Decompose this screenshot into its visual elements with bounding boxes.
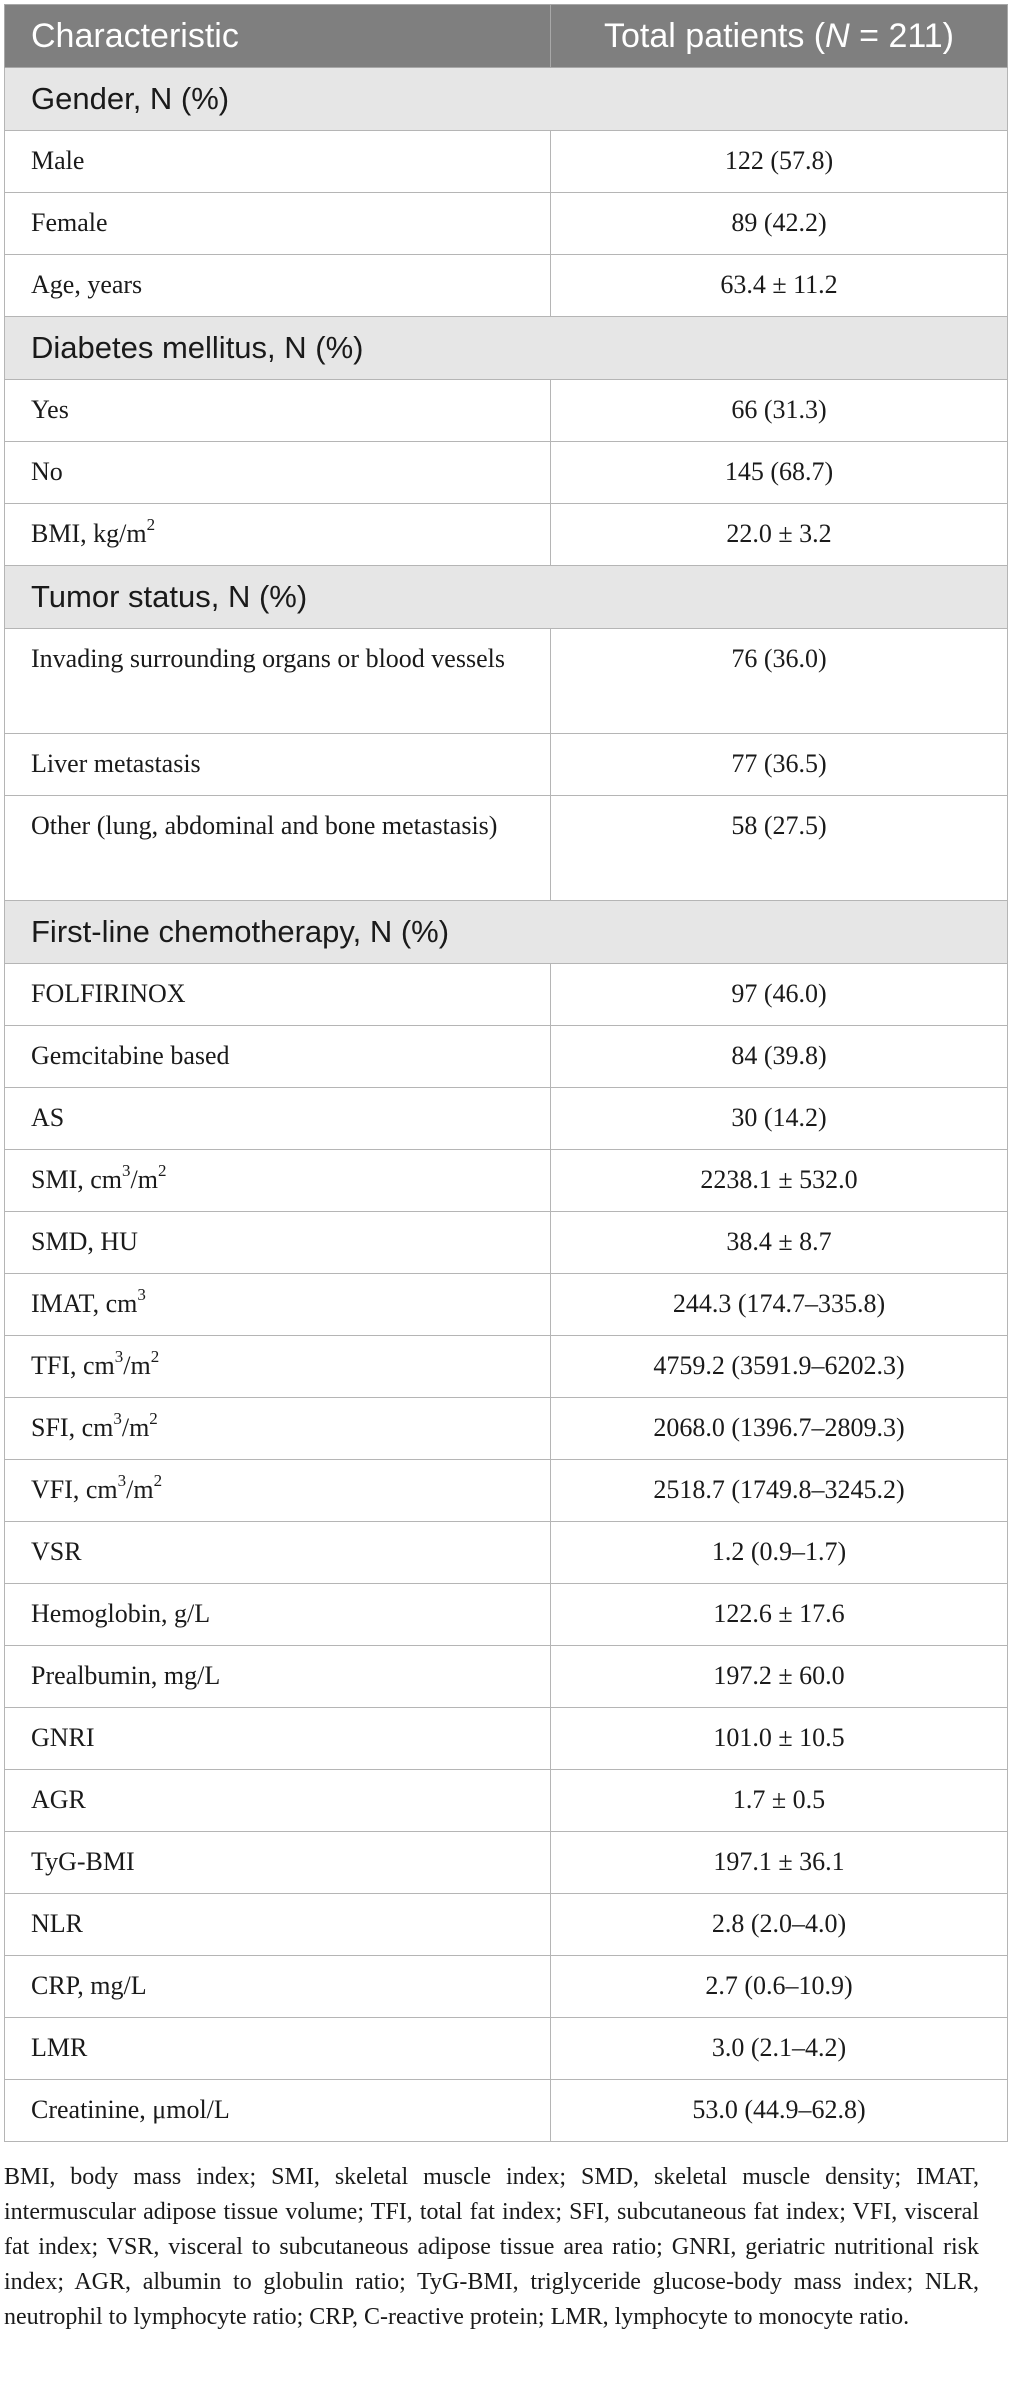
- row-label-superscript: 3: [137, 1285, 146, 1305]
- table-row: [5, 629, 1008, 734]
- header-total-prefix: Total patients (: [604, 16, 826, 55]
- table-header-row: [5, 5, 1008, 68]
- row-label-superscript: 3: [113, 1409, 122, 1429]
- table-row: [5, 1956, 1008, 2018]
- row-label-text: GNRI: [31, 1723, 95, 1752]
- row-label-text: Yes: [31, 395, 69, 424]
- row-label-text: Male: [31, 146, 85, 175]
- section-row: [5, 68, 1008, 131]
- row-label: [5, 1274, 551, 1336]
- row-label-text: IMAT, cm: [31, 1289, 138, 1318]
- row-label-text: Creatinine, μmol/L: [31, 2095, 230, 2124]
- section-row: [5, 901, 1008, 964]
- row-label-superscript: 2: [157, 1161, 167, 1181]
- row-label: [5, 1398, 551, 1460]
- row-value: 122.6 ± 17.6: [551, 1584, 1008, 1646]
- row-label-superscript: 2: [153, 1471, 163, 1491]
- row-label-text: Age, years: [31, 270, 143, 299]
- row-label-suffix: /m: [130, 1165, 158, 1194]
- row-value: 145 (68.7): [551, 442, 1008, 504]
- row-value: 58 (27.5): [551, 796, 1008, 901]
- section-label: Tumor status, N (%): [5, 566, 1008, 629]
- row-value: 101.0 ± 10.5: [551, 1708, 1008, 1770]
- section-label: Gender, N (%): [5, 68, 1008, 131]
- row-label-superscript: 2: [149, 1409, 158, 1429]
- table-footnote: BMI, body mass index; SMI, skeletal muscle index; SMD, skeletal muscle density; IMAT, intermuscular adipose tissue volume; TFI, total fat index; SFI, subcutaneous fat index; VFI, visceral fat index; VSR, visceral to subcutaneous adipose tissue area ratio; GNRI, geriatric nutritional risk index; AGR, albumin to globulin ratio; TyG-BMI, triglyceride glucose-body mass index; NLR, neutrophil to lymphocyte ratio; CRP, C-reactive protein; LMR, lymphocyte to monocyte ratio.: [4, 2164, 979, 2330]
- row-label: [5, 629, 551, 734]
- section-row: [5, 566, 1008, 629]
- row-label: [5, 1150, 551, 1212]
- row-value: 2.8 (2.0–4.0): [551, 1894, 1008, 1956]
- row-label: [5, 442, 551, 504]
- row-value: 2238.1 ± 532.0: [551, 1150, 1008, 1212]
- row-label: [5, 1832, 551, 1894]
- row-value: 77 (36.5): [551, 734, 1008, 796]
- characteristics-table: [4, 4, 1008, 2142]
- row-label: [5, 1956, 551, 2018]
- table-row: [5, 2018, 1008, 2080]
- row-label-text: NLR: [31, 1909, 83, 1938]
- row-label: [5, 1584, 551, 1646]
- table-row: [5, 1088, 1008, 1150]
- row-label: [5, 1522, 551, 1584]
- row-label: [5, 380, 551, 442]
- table-body: [5, 68, 1008, 2142]
- table-row: [5, 442, 1008, 504]
- row-label: [5, 193, 551, 255]
- table-row: [5, 734, 1008, 796]
- table-row: [5, 1832, 1008, 1894]
- header-total-suffix: = 211): [849, 16, 954, 55]
- table-row: [5, 1522, 1008, 1584]
- table-row: [5, 964, 1008, 1026]
- row-label-superscript: 3: [117, 1471, 127, 1491]
- table-row: [5, 1398, 1008, 1460]
- section-label: Diabetes mellitus, N (%): [5, 317, 1008, 380]
- header-characteristic: Characteristic: [5, 5, 551, 68]
- section-row: [5, 317, 1008, 380]
- row-label-text: SMD, HU: [31, 1227, 138, 1256]
- row-value: 84 (39.8): [551, 1026, 1008, 1088]
- row-label: [5, 255, 551, 317]
- row-label-text: AS: [31, 1103, 65, 1132]
- row-value: 3.0 (2.1–4.2): [551, 2018, 1008, 2080]
- row-label-text: Prealbumin, mg/L: [31, 1661, 221, 1690]
- row-label-text: TFI, cm: [31, 1351, 115, 1380]
- row-label: [5, 964, 551, 1026]
- row-value: 2068.0 (1396.7–2809.3): [551, 1398, 1008, 1460]
- row-label: [5, 1770, 551, 1832]
- row-label-text: VFI, cm: [31, 1475, 118, 1504]
- row-value: 38.4 ± 8.7: [551, 1212, 1008, 1274]
- table-row: [5, 193, 1008, 255]
- row-label: [5, 2080, 551, 2142]
- row-value: 122 (57.8): [551, 131, 1008, 193]
- table-row: [5, 1770, 1008, 1832]
- row-label: [5, 1212, 551, 1274]
- row-label: [5, 734, 551, 796]
- row-label: [5, 1336, 551, 1398]
- table-row: [5, 380, 1008, 442]
- row-label-text: AGR: [31, 1785, 86, 1814]
- header-total-patients: [551, 5, 1008, 68]
- row-label-text: FOLFIRINOX: [31, 979, 186, 1008]
- row-label: [5, 1026, 551, 1088]
- row-label: [5, 1460, 551, 1522]
- row-label-text: Gemcitabine based: [31, 1041, 230, 1070]
- row-label-text: LMR: [31, 2033, 88, 2062]
- table-row: [5, 2080, 1008, 2142]
- table-row: [5, 1646, 1008, 1708]
- row-label-suffix: /m: [121, 1413, 150, 1442]
- row-label-superscript: 2: [146, 515, 156, 535]
- row-label-text: Other (lung, abdominal and bone metastasis): [31, 811, 498, 840]
- row-label-text: BMI, kg/m: [31, 519, 147, 548]
- row-value: 2518.7 (1749.8–3245.2): [551, 1460, 1008, 1522]
- row-label-text: Invading surrounding organs or blood vessels: [31, 644, 505, 673]
- row-value: 1.2 (0.9–1.7): [551, 1522, 1008, 1584]
- row-label-text: SMI, cm: [31, 1165, 122, 1194]
- section-label: First-line chemotherapy, N (%): [5, 901, 1008, 964]
- row-value: 97 (46.0): [551, 964, 1008, 1026]
- table-row: [5, 1894, 1008, 1956]
- row-label-suffix: /m: [126, 1475, 154, 1504]
- row-label-text: No: [31, 457, 63, 486]
- row-value: 66 (31.3): [551, 380, 1008, 442]
- row-value: 76 (36.0): [551, 629, 1008, 734]
- row-label: [5, 504, 551, 566]
- row-label-text: VSR: [31, 1537, 82, 1566]
- row-value: 197.2 ± 60.0: [551, 1646, 1008, 1708]
- row-label-superscript: 3: [114, 1347, 124, 1367]
- table-row: [5, 1212, 1008, 1274]
- row-label: [5, 1708, 551, 1770]
- table-row: [5, 796, 1008, 901]
- table-row: [5, 504, 1008, 566]
- row-label-text: Hemoglobin, g/L: [31, 1599, 211, 1628]
- row-label: [5, 1088, 551, 1150]
- row-label-superscript: 2: [150, 1347, 160, 1367]
- row-label-superscript: 3: [122, 1161, 131, 1181]
- table-row: [5, 1584, 1008, 1646]
- row-label-text: TyG-BMI: [31, 1847, 135, 1876]
- row-value: 89 (42.2): [551, 193, 1008, 255]
- row-label: [5, 1894, 551, 1956]
- table-row: [5, 1026, 1008, 1088]
- row-value: 4759.2 (3591.9–6202.3): [551, 1336, 1008, 1398]
- row-label: [5, 2018, 551, 2080]
- table-row: [5, 1460, 1008, 1522]
- row-label-text: Female: [31, 208, 108, 237]
- row-value: 197.1 ± 36.1: [551, 1832, 1008, 1894]
- row-label: [5, 131, 551, 193]
- row-value: 53.0 (44.9–62.8): [551, 2080, 1008, 2142]
- table-row: [5, 255, 1008, 317]
- row-value: 22.0 ± 3.2: [551, 504, 1008, 566]
- table-row: [5, 1274, 1008, 1336]
- row-label-text: Liver metastasis: [31, 749, 201, 778]
- table-row: [5, 1336, 1008, 1398]
- table-row: [5, 131, 1008, 193]
- table-row: [5, 1150, 1008, 1212]
- row-label-suffix: /m: [123, 1351, 151, 1380]
- row-label-text: SFI, cm: [31, 1413, 114, 1442]
- row-value: 1.7 ± 0.5: [551, 1770, 1008, 1832]
- row-label: [5, 796, 551, 901]
- row-label-text: CRP, mg/L: [31, 1971, 147, 2000]
- row-value: 244.3 (174.7–335.8): [551, 1274, 1008, 1336]
- row-value: 2.7 (0.6–10.9): [551, 1956, 1008, 2018]
- header-total-n: N: [825, 16, 850, 55]
- table-row: [5, 1708, 1008, 1770]
- row-value: 63.4 ± 11.2: [551, 255, 1008, 317]
- row-label: [5, 1646, 551, 1708]
- row-value: 30 (14.2): [551, 1088, 1008, 1150]
